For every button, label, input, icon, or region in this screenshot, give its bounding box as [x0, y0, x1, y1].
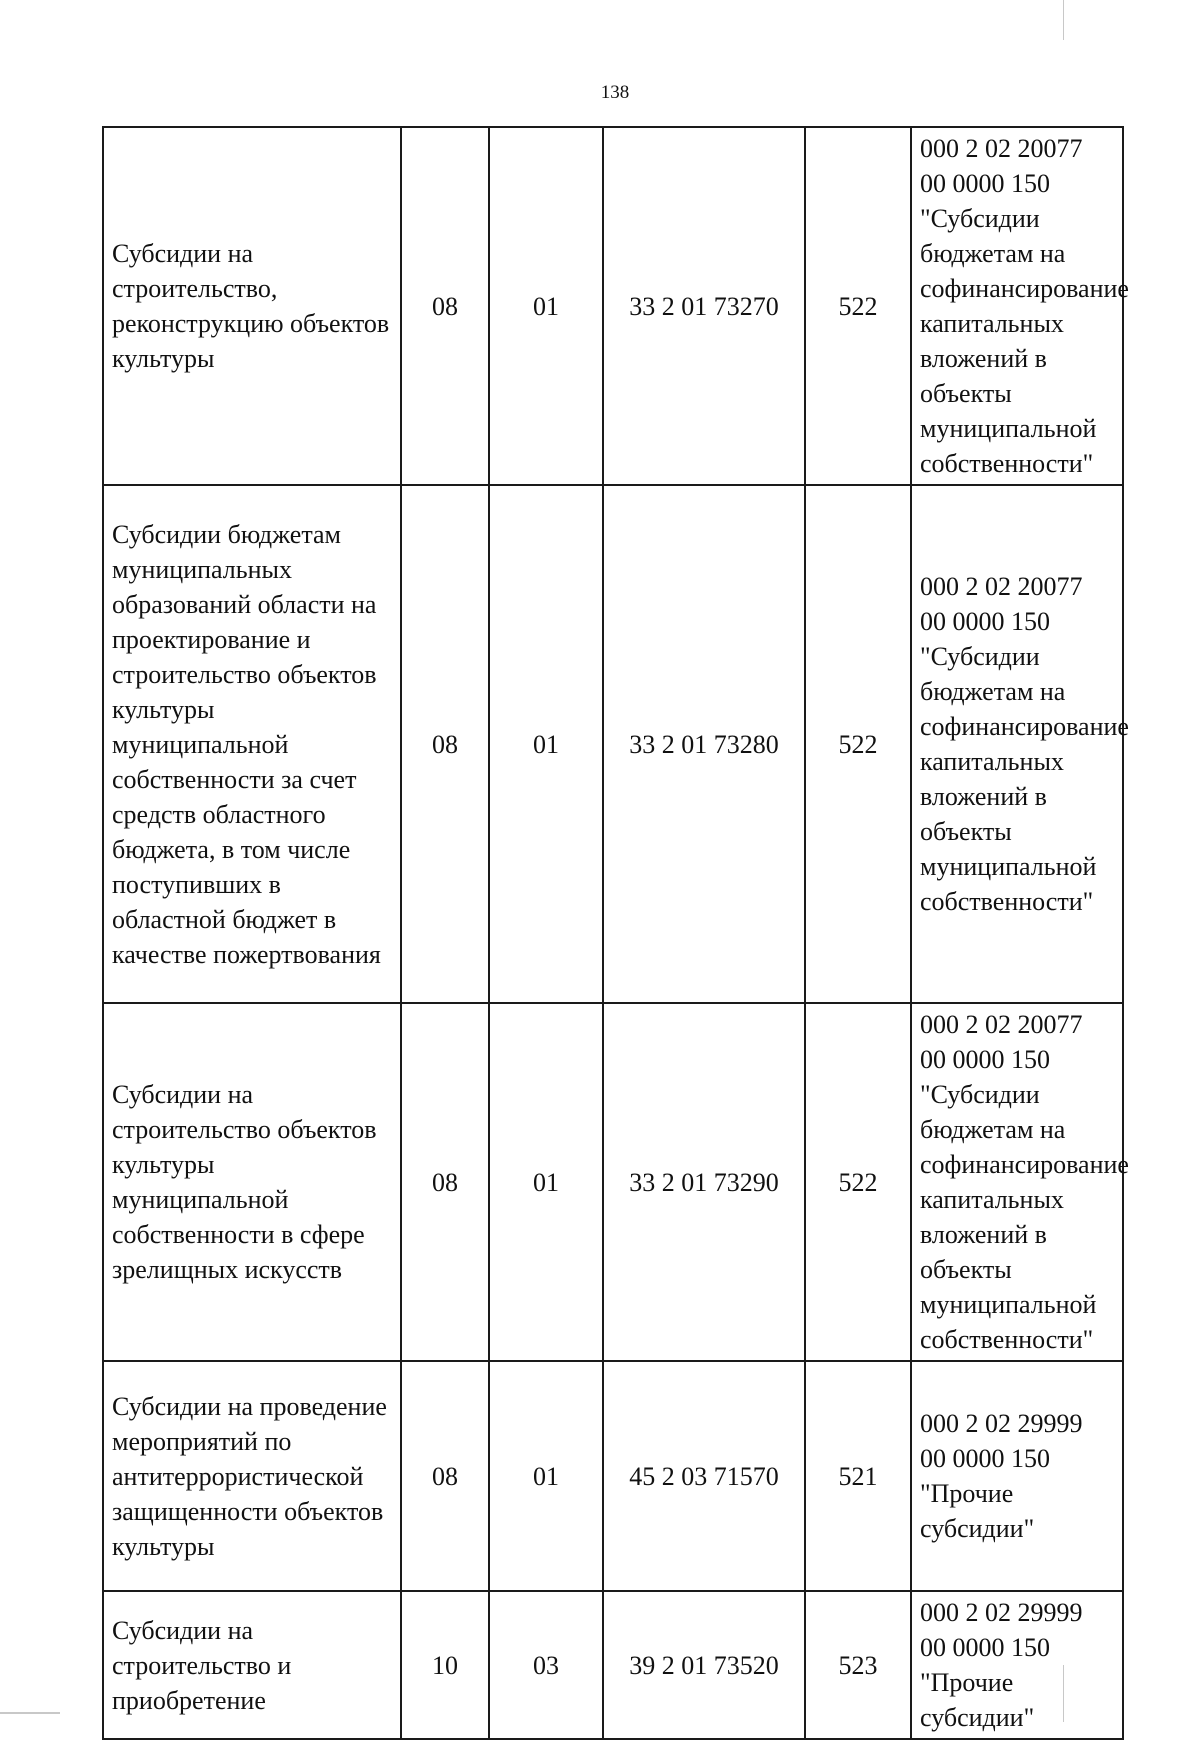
section-cell: 08: [401, 1003, 489, 1361]
subsidy-name-cell: Субсидии на строительство и приобретение: [103, 1591, 401, 1739]
revenue-code-cell: 000 2 02 20077 00 0000 150 "Субсидии бюджетам на софинансирование капитальных вложений в объекты муниципальной собственности": [911, 485, 1123, 1003]
target-code-cell: 39 2 01 73520: [603, 1591, 805, 1739]
scan-artifact-line: [1063, 1665, 1064, 1722]
page-number: 138: [600, 82, 630, 103]
subsidy-name-cell: Субсидии на проведение мероприятий по антитеррористической защищенности объектов культуры: [103, 1361, 401, 1591]
subsection-cell: 01: [489, 485, 603, 1003]
subsidies-table: [102, 126, 1129, 1740]
table-row: [103, 1361, 1123, 1591]
target-code-cell: 33 2 01 73270: [603, 127, 805, 485]
table-row: [103, 485, 1123, 1003]
scan-artifact-line: [1063, 0, 1064, 40]
subsection-cell: 01: [489, 1361, 603, 1591]
subsection-cell: 01: [489, 1003, 603, 1361]
expense-type-cell: 522: [805, 1003, 911, 1361]
subsection-cell: 01: [489, 127, 603, 485]
subsection-cell: 03: [489, 1591, 603, 1739]
revenue-code-cell: 000 2 02 20077 00 0000 150 "Субсидии бюджетам на софинансирование капитальных вложений в объекты муниципальной собственности": [911, 1003, 1123, 1361]
section-cell: 10: [401, 1591, 489, 1739]
scan-artifact-line: [0, 1712, 60, 1714]
table-row: [103, 1003, 1123, 1361]
target-code-cell: 33 2 01 73280: [603, 485, 805, 1003]
section-cell: 08: [401, 1361, 489, 1591]
subsidy-name-cell: Субсидии на строительство объектов культуры муниципальной собственности в сфере зрелищных искусств: [103, 1003, 401, 1361]
revenue-code-cell: 000 2 02 29999 00 0000 150 "Прочие субсидии": [911, 1591, 1123, 1739]
target-code-cell: 33 2 01 73290: [603, 1003, 805, 1361]
target-code-cell: 45 2 03 71570: [603, 1361, 805, 1591]
table-row: [103, 127, 1123, 485]
table-row: [103, 1591, 1123, 1739]
revenue-code-cell: 000 2 02 29999 00 0000 150 "Прочие субсидии": [911, 1361, 1123, 1591]
section-cell: 08: [401, 485, 489, 1003]
subsidy-name-cell: Субсидии на строительство, реконструкцию объектов культуры: [103, 127, 401, 485]
expense-type-cell: 522: [805, 127, 911, 485]
section-cell: 08: [401, 127, 489, 485]
subsidy-name-cell: Субсидии бюджетам муниципальных образований области на проектирование и строительство объектов культуры муниципальной собственности за счет средств областного бюджета, в том числе поступивших в областной бюджет в качестве пожертвования: [103, 485, 401, 1003]
expense-type-cell: 523: [805, 1591, 911, 1739]
revenue-code-cell: 000 2 02 20077 00 0000 150 "Субсидии бюджетам на софинансирование капитальных вложений в объекты муниципальной собственности": [911, 127, 1123, 485]
expense-type-cell: 522: [805, 485, 911, 1003]
expense-type-cell: 521: [805, 1361, 911, 1591]
